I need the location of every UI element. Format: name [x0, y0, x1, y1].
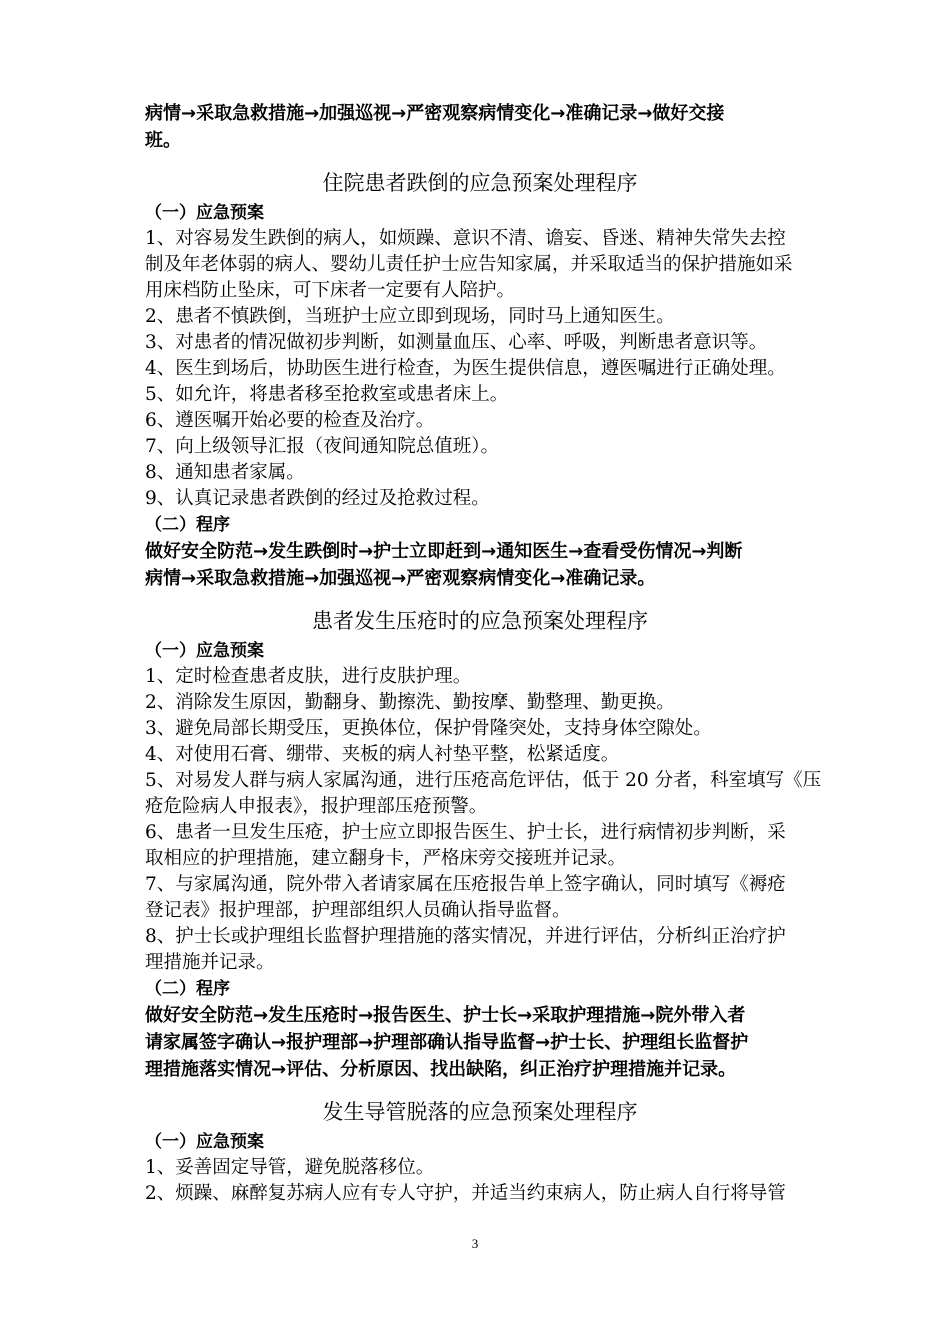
page-number: 3	[471, 1236, 479, 1251]
procedure-flow	[145, 1002, 815, 1083]
list-item	[145, 664, 815, 690]
list-item	[145, 820, 815, 872]
list-item	[145, 356, 815, 382]
list-item-line: 理措施并记录。	[145, 952, 275, 973]
list-item-line: 疮危险病人申报表》，报护理部压疮预警。	[145, 796, 488, 817]
list-item-line: 1、妥善固定导管，避免脱落移位。	[145, 1157, 435, 1178]
list-item	[145, 742, 815, 768]
procedure-line: 做好安全防范→发生压疮时→报告医生、护士长→采取护理措施→院外带入者	[145, 1005, 746, 1026]
list-item	[145, 408, 815, 434]
list-item	[145, 226, 815, 304]
list-item	[145, 924, 815, 976]
list-item	[145, 1181, 815, 1207]
list-item-line: 4、医生到场后，协助医生进行检查，为医生提供信息，遵医嘱进行正确处理。	[145, 358, 786, 379]
list-item-line: 登记表》报护理部，护理部组织人员确认指导监督。	[145, 900, 571, 921]
list-item-line: 9、认真记录患者跌倒的经过及抢救过程。	[145, 488, 490, 509]
list-item-line: 1、对容易发生跌倒的病人，如烦躁、意识不清、谵妄、昏迷、精神失常失去控	[145, 228, 786, 249]
list-item	[145, 304, 815, 330]
section	[145, 1095, 815, 1207]
plan-heading: （一）应急预案	[145, 1132, 264, 1152]
list-item	[145, 1155, 815, 1181]
list-item-line: 5、对易发人群与病人家属沟通，进行压疮高危评估，低于 20 分者，科室填写《压	[145, 770, 822, 791]
list-item	[145, 330, 815, 356]
plan-heading: （一）应急预案	[145, 641, 264, 661]
list-item	[145, 768, 822, 820]
list-item-line: 3、对患者的情况做初步判断，如测量血压、心率、呼吸，判断患者意识等。	[145, 332, 768, 353]
list-item-line: 用床档防止坠床，可下床者一定要有人陪护。	[145, 280, 516, 301]
plan-heading: （一）应急预案	[145, 203, 264, 223]
list-item	[145, 460, 815, 486]
procedure-line: 班。	[145, 130, 181, 151]
list-item	[145, 486, 815, 512]
procedure-line: 请家属签字确认→报护理部→护理部确认指导监督→护士长、护理组长监督护	[145, 1032, 749, 1053]
list-item	[145, 690, 815, 716]
list-item-line: 7、与家属沟通，院外带入者请家属在压疮报告单上签字确认，同时填写《褥疮	[145, 874, 786, 895]
list-item-line: 8、通知患者家属。	[145, 462, 305, 483]
procedure-line: 做好安全防范→发生跌倒时→护士立即赶到→通知医生→查看受伤情况→判断	[145, 541, 743, 562]
list-item-line: 2、消除发生原因，勤翻身、勤擦洗、勤按摩、勤整理、勤更换。	[145, 692, 675, 713]
list-item	[145, 434, 815, 460]
list-item-line: 取相应的护理措施，建立翻身卡，严格床旁交接班并记录。	[145, 848, 627, 869]
list-item	[145, 716, 815, 742]
list-item-line: 2、烦躁、麻醉复苏病人应有专人守护，并适当约束病人，防止病人自行将导管	[145, 1183, 786, 1204]
document-page	[145, 100, 822, 1207]
list-item-line: 6、遵医嘱开始必要的检查及治疗。	[145, 410, 435, 431]
procedure-flow	[145, 538, 815, 592]
section-title: 发生导管脱落的应急预案处理程序	[322, 1100, 638, 1124]
section-title: 住院患者跌倒的应急预案处理程序	[322, 171, 638, 195]
list-item-line: 4、对使用石膏、绷带、夹板的病人衬垫平整，松紧适度。	[145, 744, 620, 765]
procedure-line: 病情→采取急救措施→加强巡视→严密观察病情变化→准确记录→做好交接	[145, 103, 725, 124]
carryover-procedure	[145, 100, 815, 154]
list-item-line: 1、定时检查患者皮肤，进行皮肤护理。	[145, 666, 472, 687]
list-item-line: 2、患者不慎跌倒，当班护士应立即到现场，同时马上通知医生。	[145, 306, 675, 327]
section-title: 患者发生压疮时的应急预案处理程序	[312, 609, 648, 633]
list-item-line: 8、护士长或护理组长监督护理措施的落实情况，并进行评估，分析纠正治疗护	[145, 926, 786, 947]
list-item-line: 5、如允许，将患者移至抢救室或患者床上。	[145, 384, 509, 405]
list-item-line: 制及年老体弱的病人、婴幼儿责任护士应告知家属，并采取适当的保护措施如采	[145, 254, 793, 275]
list-item-line: 3、避免局部长期受压，更换体位，保护骨隆突处，支持身体空隙处。	[145, 718, 712, 739]
procedure-line: 病情→采取急救措施→加强巡视→严密观察病情变化→准确记录。	[145, 568, 656, 589]
section	[145, 166, 815, 592]
list-item-line: 7、向上级领导汇报（夜间通知院总值班）。	[145, 436, 500, 457]
procedure-heading: （二）程序	[145, 979, 230, 999]
list-item-line: 6、患者一旦发生压疮，护士应立即报告医生、护士长，进行病情初步判断，采	[145, 822, 786, 843]
procedure-line: 理措施落实情况→评估、分析原因、找出缺陷，纠正治疗护理措施并记录。	[145, 1059, 737, 1080]
procedure-heading: （二）程序	[145, 515, 230, 535]
list-item	[145, 382, 815, 408]
section	[145, 604, 822, 1083]
list-item	[145, 872, 815, 924]
